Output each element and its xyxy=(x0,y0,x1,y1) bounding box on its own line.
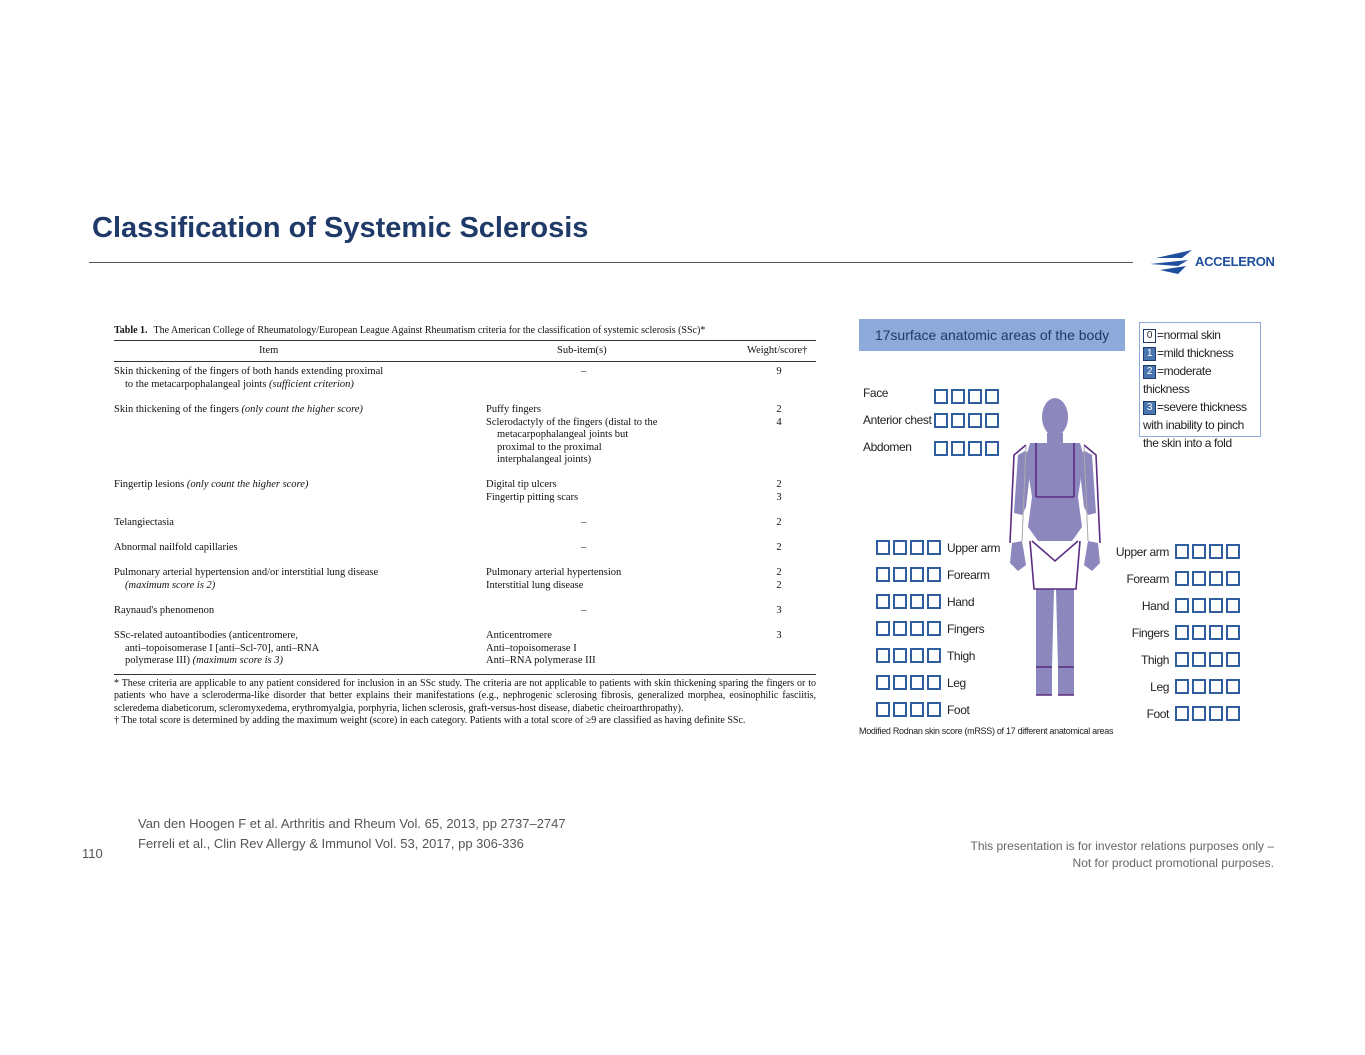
score-boxes xyxy=(934,389,999,404)
disclaimer-line: This presentation is for investor relations purposes only – xyxy=(970,839,1274,853)
row-item: Pulmonary arterial hypertension and/or interstitial lung disease (maximum score is 2) xyxy=(114,567,379,591)
left-area-list xyxy=(876,534,1000,723)
disclaimer xyxy=(971,838,1275,872)
slide-title: Classification of Systemic Sclerosis xyxy=(92,212,589,244)
legend-row: 3 =severe thickness xyxy=(1143,398,1260,416)
row-subitem: – xyxy=(581,542,587,553)
company-logo xyxy=(1148,246,1278,278)
legend-note: the skin into a fold xyxy=(1143,436,1232,450)
area-row: Thigh xyxy=(1118,646,1240,673)
reference-item: Van den Hoogen F et al. Arthritis and Rheum Vol. 65, 2013, pp 2737–2747 xyxy=(138,816,566,831)
area-row: Forearm xyxy=(876,561,1000,588)
header-item: Item xyxy=(259,345,279,356)
footnote-applicability: * These criteria are applicable to any patient considered for inclusion in an SSc study. The criteria are not applicable to patients with skin thickening sparing the fingers or to patients who have a scleroderma-like disorder that better explains their manifestations (e.g., nephrogenic sclerosing fibrosis, generalized morphea, eosinophilic fasciitis, scleredema diabeticorum, scleromyxedema, erythromyalgia, porphyria, lichen sclerosis, graft-versus-host disease, diabetic cheiroarthropathy). xyxy=(114,678,816,714)
row-weight: 2 xyxy=(776,517,782,528)
area-row: Forearm xyxy=(1118,565,1240,592)
row-subitems: Pulmonary arterial hypertension Interstitial lung disease xyxy=(486,567,622,591)
criteria-table xyxy=(114,325,816,726)
disclaimer-line: Not for product promotional purposes. xyxy=(1072,856,1274,870)
row-item: Telangiectasia xyxy=(114,517,174,528)
area-row: Leg xyxy=(1118,673,1240,700)
title-divider xyxy=(89,262,1133,263)
area-row: Hand xyxy=(876,588,1000,615)
area-row: Fingers xyxy=(876,615,1000,642)
header-subitems: Sub-item(s) xyxy=(557,345,607,356)
row-subitem: – xyxy=(581,605,587,616)
row-subitems: Digital tip ulcers Fingertip pitting scars xyxy=(486,479,579,503)
row-subitem: – xyxy=(581,366,587,377)
diagram-header: 17surface anatomic areas of the body xyxy=(859,319,1125,351)
row-item: Raynaud's phenomenon xyxy=(114,605,215,616)
area-label-face: Face xyxy=(863,386,889,400)
body-figure-icon xyxy=(1000,395,1110,717)
area-row: Fingers xyxy=(1118,619,1240,646)
row-item: Fingertip lesions (only count the higher score) xyxy=(114,479,309,490)
reference-item: Ferreli et al., Clin Rev Allergy & Immunol Vol. 53, 2017, pp 306-336 xyxy=(138,836,524,851)
row-item: Skin thickening of the fingers of both hands extending proximal xyxy=(114,366,384,377)
legend-row: 1 =mild thickness xyxy=(1143,344,1260,362)
score-boxes xyxy=(934,441,999,456)
score-boxes xyxy=(934,413,999,428)
table-footnotes xyxy=(114,674,816,727)
area-row: Upper arm xyxy=(876,534,1000,561)
area-row: Leg xyxy=(876,669,1000,696)
footnote-total-score: † The total score is determined by adding the maximum weight (score) in each category. Patients with a total score of ≥9 are classified as having definite SSc. xyxy=(114,714,746,726)
diagram-caption: Modified Rodnan skin score (mRSS) of 17 different anatomical areas xyxy=(859,726,1114,736)
header-weight: Weight/score† xyxy=(747,345,808,356)
logo-text: ACCELERON xyxy=(1195,254,1275,269)
area-label-abdomen: Abdomen xyxy=(863,440,912,454)
legend-note: with inability to pinch xyxy=(1143,418,1244,432)
row-subitems: Anticentromere Anti–topoisomerase I Anti–RNA polymerase III xyxy=(486,630,596,666)
row-weights: 2 4 xyxy=(776,404,782,428)
legend-row: 2 =moderate thickness xyxy=(1143,364,1212,396)
row-weight: 2 xyxy=(776,542,782,553)
table-header xyxy=(114,340,816,362)
table-title: The American College of Rheumatology/European League Against Rheumatism criteria for the classification of systemic sclerosis (SSc)* xyxy=(153,325,706,336)
row-weight: 9 xyxy=(776,366,782,377)
row-item: Skin thickening of the fingers (only count the higher score) xyxy=(114,404,363,415)
row-subitem: – xyxy=(581,517,587,528)
score-legend xyxy=(1139,322,1261,450)
right-area-list xyxy=(1115,538,1240,727)
references xyxy=(138,814,566,854)
area-row: Upper arm xyxy=(1118,538,1240,565)
area-row: Thigh xyxy=(876,642,1000,669)
row-weights: 2 3 xyxy=(776,479,782,503)
table-caption xyxy=(114,325,816,336)
area-row: Hand xyxy=(1118,592,1240,619)
area-row: Foot xyxy=(876,696,1000,723)
row-weight: 3 xyxy=(776,630,782,641)
row-subitems: Puffy fingers Sclerodactyly of the fingers (distal to the metacarpophalangeal joints but proximal to the proximal interphalangeal joints) xyxy=(486,404,658,465)
row-weight: 3 xyxy=(776,605,782,616)
legend-row: 0 =normal skin xyxy=(1143,326,1260,344)
table-label: Table 1. xyxy=(114,325,148,336)
row-item: Abnormal nailfold capillaries xyxy=(114,542,238,553)
page-number: 110 xyxy=(82,846,103,861)
area-row: Foot xyxy=(1118,700,1240,727)
row-item: to the metacarpophalangeal joints (sufficient criterion) xyxy=(125,378,354,390)
area-label-anterior-chest: Anterior chest xyxy=(863,413,932,427)
logo-swoosh-icon xyxy=(1148,246,1196,278)
row-item: SSc-related autoantibodies (anticentromere, anti–topoisomerase I [anti–Scl-70], anti–RNA polymerase III) (maximum score is 3) xyxy=(114,630,320,666)
row-weights: 2 2 xyxy=(776,567,782,591)
